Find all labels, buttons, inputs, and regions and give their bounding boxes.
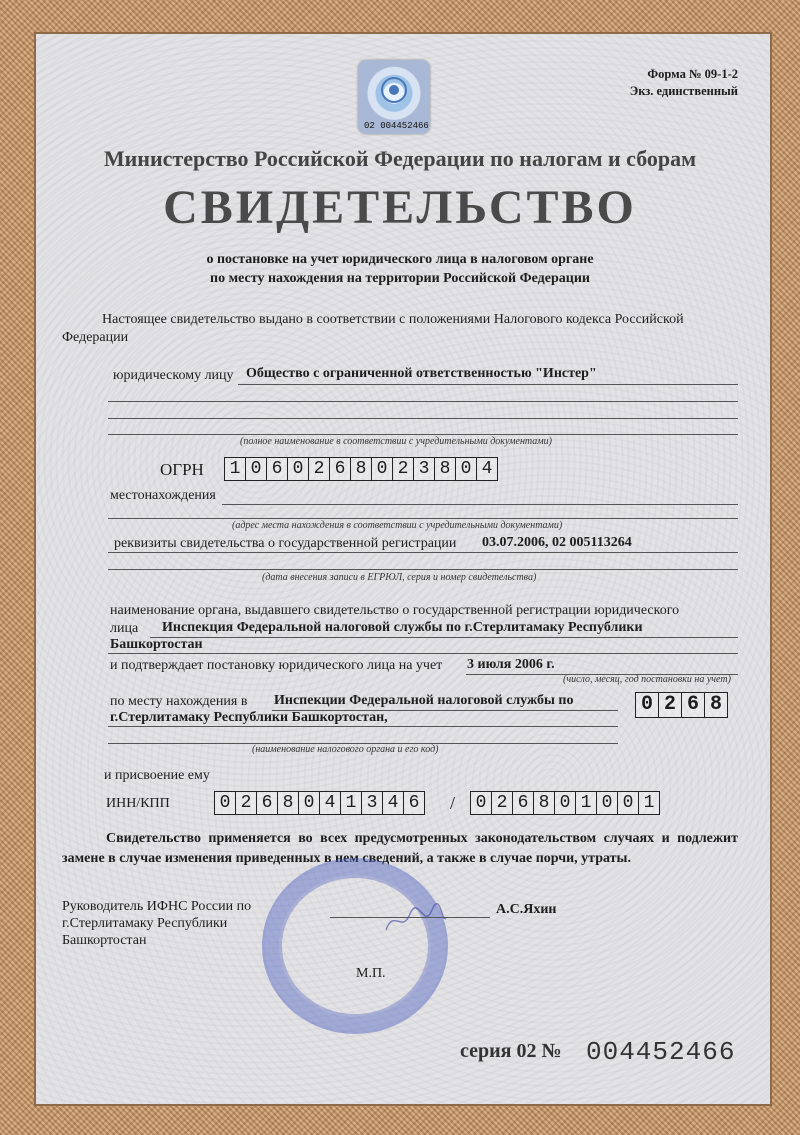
ministry-name: Министерство Российской Федерации по налогам и сборам <box>103 146 697 171</box>
serial-number: 004452466 <box>586 1037 736 1067</box>
ogrn-digit: 6 <box>329 457 351 481</box>
serial-label: серия 02 № <box>460 1040 562 1062</box>
registration-line-2 <box>108 569 738 570</box>
code-digit: 0 <box>635 692 659 718</box>
kpp-digit: 0 <box>617 791 639 815</box>
inn-boxes <box>215 791 425 815</box>
inn-digit: 2 <box>235 791 257 815</box>
ogrn-digit: 0 <box>287 457 309 481</box>
kpp-boxes <box>471 791 660 815</box>
kpp-digit: 2 <box>491 791 513 815</box>
head-title-line-2: г.Стерлитамаку Республики <box>62 916 228 931</box>
registration-value: 03.07.2006, 02 005113264 <box>482 535 632 550</box>
tax-office-value-2: г.Стерлитамаку Республики Башкортостан, <box>110 710 388 725</box>
ogrn-digit: 3 <box>413 457 435 481</box>
tax-office-code-boxes <box>636 692 728 718</box>
ogrn-digit: 8 <box>434 457 456 481</box>
ogrn-digit: 0 <box>455 457 477 481</box>
inn-digit: 4 <box>382 791 404 815</box>
location-label: местонахождения <box>110 488 216 503</box>
inn-digit: 0 <box>214 791 236 815</box>
document-title: СВИДЕТЕЛЬСТВО <box>163 181 637 234</box>
validity-text: Свидетельство применяется во всех предусмотренных законодательством случаях и подлежит замене в случае изменения приведенных в нем сведений, а также в случае порчи, утраты. <box>62 831 738 866</box>
code-digit: 6 <box>681 692 705 718</box>
subtitle-line-1: о постановке на учет юридического лица в налоговом органе <box>206 252 594 267</box>
document-subtitle <box>0 250 800 288</box>
location-line-2 <box>108 518 738 519</box>
intro-line-1: Настоящее свидетельство выдано в соответствии с положениями Налогового кодекса Российской <box>102 312 684 327</box>
location-note: (адрес места нахождения в соответствии с учредительными документами) <box>232 520 563 531</box>
tax-office-note: (наименование налогового органа и его код) <box>252 744 439 755</box>
inn-digit: 3 <box>361 791 383 815</box>
ogrn-digit: 4 <box>476 457 498 481</box>
issuer-value-1: Инспекция Федеральной налоговой службы по г.Стерлитамаку Республики <box>162 620 643 635</box>
entity-note: (полное наименование в соответствии с учредительными документами) <box>240 436 552 447</box>
code-digit: 2 <box>658 692 682 718</box>
form-number-block <box>630 66 738 100</box>
inn-digit: 8 <box>277 791 299 815</box>
head-title <box>62 898 251 949</box>
issuer-line-1: наименование органа, выдавшего свидетельство о государственной регистрации юридического <box>110 603 680 618</box>
issuer-line-a <box>150 637 738 638</box>
entity-line-1 <box>238 384 738 385</box>
tax-office-line-2 <box>108 726 618 727</box>
registration-label: реквизиты свидетельства о государственной регистрации <box>114 536 457 551</box>
entity-label: юридическому лицу <box>113 368 234 383</box>
tax-office-label: по месту нахождения в <box>110 694 248 709</box>
intro-line-2: Федерации <box>62 330 129 345</box>
emblem-icon <box>358 60 430 120</box>
kpp-digit: 8 <box>533 791 555 815</box>
issuer-label: лица <box>110 621 139 636</box>
head-name: А.С.Яхин <box>496 902 557 917</box>
hologram-number: 02 004452466 <box>364 121 429 131</box>
ogrn-digit: 2 <box>392 457 414 481</box>
official-stamp <box>262 858 448 1034</box>
kpp-digit: 1 <box>575 791 597 815</box>
kpp-digit: 0 <box>596 791 618 815</box>
entity-line-4 <box>108 434 738 435</box>
form-number: Форма № 09-1-2 <box>647 67 738 81</box>
confirm-date: 3 июля 2006 г. <box>467 657 555 672</box>
copy-note: Экз. единственный <box>629 84 738 98</box>
kpp-digit: 0 <box>470 791 492 815</box>
issuer-line-b <box>108 653 738 654</box>
kpp-digit: 0 <box>554 791 576 815</box>
code-digit: 8 <box>704 692 728 718</box>
confirm-note: (число, месяц, год постановки на учет) <box>563 674 731 685</box>
kpp-digit: 1 <box>638 791 660 815</box>
entity-name: Общество с ограниченной ответственностью "Инстер" <box>246 366 597 381</box>
ogrn-digit: 0 <box>245 457 267 481</box>
inn-digit: 6 <box>403 791 425 815</box>
entity-line-3 <box>108 418 738 419</box>
tax-office-value-1: Инспекции Федеральной налоговой службы по <box>274 693 574 708</box>
inn-kpp-label: ИНН/КПП <box>106 796 170 811</box>
issuer-value-2: Башкортостан <box>110 637 203 652</box>
tax-office-line-1 <box>272 710 618 711</box>
inn-digit: 4 <box>319 791 341 815</box>
ogrn-label: ОГРН <box>160 460 204 479</box>
ogrn-digit: 6 <box>266 457 288 481</box>
registration-line-1 <box>108 552 738 553</box>
ogrn-digit: 0 <box>371 457 393 481</box>
ogrn-digit: 2 <box>308 457 330 481</box>
ogrn-boxes <box>225 457 498 481</box>
hologram-seal <box>358 60 430 134</box>
confirm-label: и подтверждает постановку юридического лица на учет <box>110 658 443 673</box>
inn-digit: 6 <box>256 791 278 815</box>
head-title-line-1: Руководитель ИФНС России по <box>62 899 252 914</box>
entity-line-2 <box>108 401 738 402</box>
ogrn-digit: 8 <box>350 457 372 481</box>
inn-digit: 1 <box>340 791 362 815</box>
registration-note: (дата внесения записи в ЕГРЮЛ, серия и номер свидетельства) <box>262 572 537 583</box>
kpp-digit: 6 <box>512 791 534 815</box>
inn-digit: 0 <box>298 791 320 815</box>
signature-icon <box>380 900 450 940</box>
assign-label: и присвоение ему <box>104 768 210 783</box>
ogrn-digit: 1 <box>224 457 246 481</box>
location-line-1 <box>222 504 738 505</box>
inn-kpp-separator: / <box>450 793 456 813</box>
head-title-line-3: Башкортостан <box>62 933 147 948</box>
stamp-place: М.П. <box>356 966 386 981</box>
subtitle-line-2: по месту нахождения на территории Российской Федерации <box>210 271 590 286</box>
